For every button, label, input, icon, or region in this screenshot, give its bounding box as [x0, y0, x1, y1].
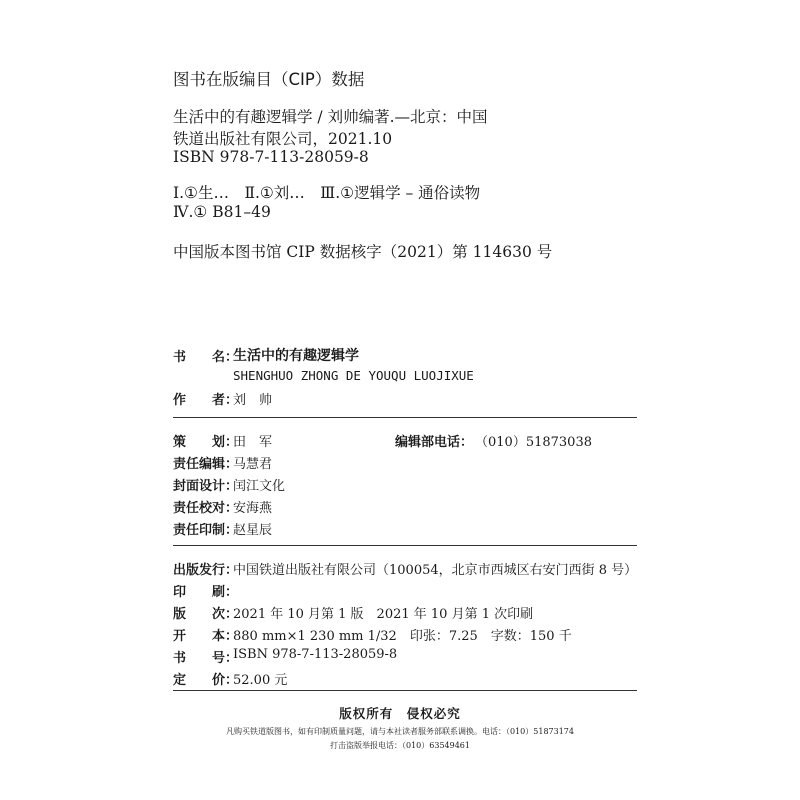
cip-line-6: 中国版本图书馆 CIP 数据核字（2021）第 114630 号	[173, 243, 553, 261]
planner-label: 策 划：	[173, 435, 239, 450]
divider-2	[173, 545, 637, 546]
cover-designer: 闰江文化	[233, 479, 286, 494]
copyright-notice: 版权所有 侵权必究	[339, 706, 461, 721]
proof-label: 责任校对：	[173, 501, 239, 516]
cip-line-5: Ⅳ.① B81–49	[173, 203, 271, 221]
cip-line-3: ISBN 978-7-113-28059-8	[173, 148, 369, 166]
divider-3	[173, 690, 637, 691]
edition-label: 版 次：	[173, 607, 239, 622]
phone-label: 编辑部电话：	[395, 435, 474, 450]
isbn-label: 书 号：	[173, 651, 239, 666]
price-value: 52.00 元	[233, 673, 288, 688]
price-label: 定 价：	[173, 673, 239, 688]
format-label: 开 本：	[173, 629, 239, 644]
author-label: 作 者：	[173, 393, 239, 408]
planner-name: 田 军	[233, 435, 273, 450]
format-value: 880 mm×1 230 mm 1/32 印张：7.25 字数：150 千	[233, 629, 572, 644]
editor-label: 责任编辑：	[173, 457, 239, 472]
cip-line-1: 生活中的有趣逻辑学 / 刘帅编著.—北京：中国	[173, 108, 488, 126]
author-name: 刘 帅	[233, 393, 273, 408]
printer-label: 印 刷：	[173, 585, 239, 600]
cip-line-2: 铁道出版社有限公司，2021.10	[173, 130, 393, 148]
publisher-label: 出版发行：	[173, 563, 239, 578]
print-manager-name: 赵星辰	[233, 523, 273, 538]
edition-value: 2021 年 10 月第 1 版 2021 年 10 月第 1 次印刷	[233, 607, 534, 622]
divider-1	[173, 417, 637, 418]
cip-title: 图书在版编目（CIP）数据	[173, 70, 365, 89]
cip-line-4: Ⅰ.①生… Ⅱ.①刘… Ⅲ.①逻辑学 – 通俗读物	[173, 184, 481, 202]
title-label: 书 名：	[173, 350, 239, 365]
proofreader-name: 安海燕	[233, 501, 273, 516]
cover-label: 封面设计：	[173, 479, 239, 494]
piracy-report-notice: 打击盗版举报电话：（010）63549461	[330, 741, 470, 750]
quality-notice: 凡购买铁道版图书，如有印制质量问题，请与本社读者服务部联系调换。电话：（010）51873174	[226, 727, 574, 736]
editor-name: 马慧君	[233, 457, 273, 472]
publisher-value: 中国铁道出版社有限公司（100054，北京市西城区右安门西街 8 号）	[233, 563, 638, 578]
editorial-phone: （010）51873038	[475, 435, 592, 450]
book-pinyin: SHENGHUO ZHONG DE YOUQU LUOJIXUE	[233, 368, 474, 383]
isbn-value: ISBN 978-7-113-28059-8	[233, 647, 398, 662]
book-title: 生活中的有趣逻辑学	[233, 348, 359, 364]
print-label: 责任印制：	[173, 523, 239, 538]
